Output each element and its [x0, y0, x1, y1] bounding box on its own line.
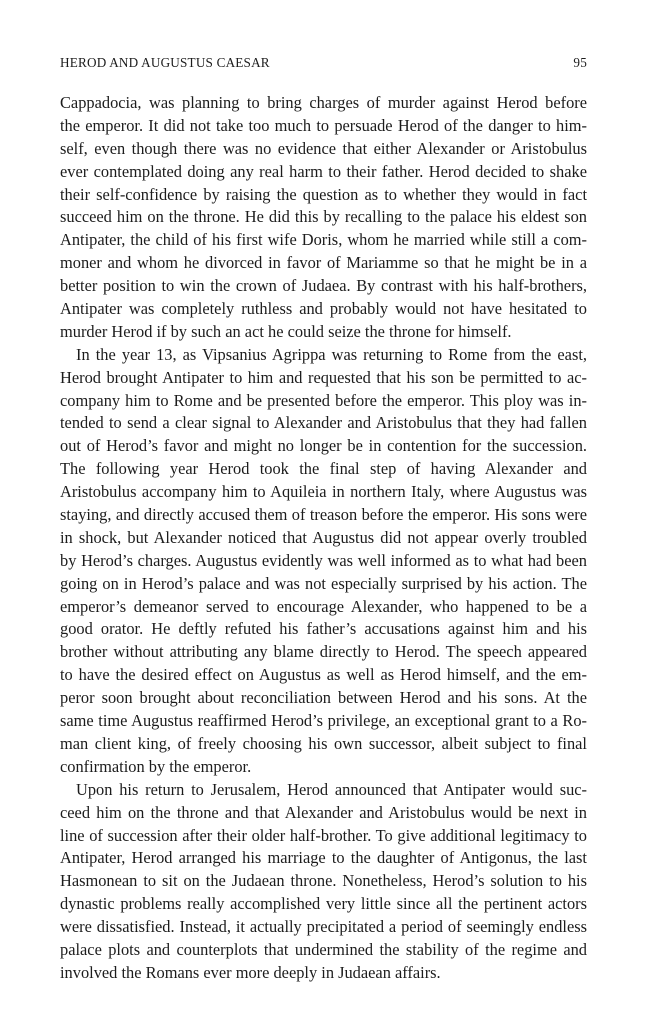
text-line: out of Herod’s favor and might no longer be in contention for the succession. [60, 436, 587, 456]
paragraph [60, 92, 587, 344]
text-line: palace plots and counterplots that undermined the stability of the regime and [60, 939, 587, 959]
text-line: the emperor. It did not take too much to persuade Herod of the danger to him- [60, 115, 587, 135]
paragraph [60, 779, 587, 985]
text-line: dynastic problems really accomplished very little since all the pertinent actors [60, 894, 587, 914]
text-line: Antipater was completely ruthless and probably would not have hesitated to [60, 299, 587, 319]
text-line: emperor’s demeanor served to encourage Alexander, who happened to be a [60, 596, 587, 616]
text-line: Upon his return to Jerusalem, Herod announced that Antipater would suc- [76, 779, 587, 799]
text-line: in shock, but Alexander noticed that Augustus did not appear overly troubled [60, 527, 587, 547]
text-line: moner and whom he divorced in favor of Mariamme so that he might be in a [60, 253, 587, 273]
text-line: succeed him on the throne. He did this by recalling to the palace his eldest son [60, 207, 587, 227]
text-line: involved the Romans ever more deeply in Judaean affairs. [60, 962, 441, 982]
text-line: confirmation by the emperor. [60, 756, 252, 776]
text-line: by Herod’s charges. Augustus evidently was well informed as to what had been [60, 550, 587, 570]
running-head [60, 55, 587, 71]
text-line: Antipater, Herod arranged his marriage to the daughter of Antigonus, the last [60, 848, 587, 868]
text-line: brother without attributing any blame directly to Herod. The speech appeared [60, 642, 587, 662]
text-line: In the year 13, as Vipsanius Agrippa was returning to Rome from the east, [76, 344, 587, 364]
text-line: ever contemplated doing any real harm to their father. Herod decided to shake [60, 161, 587, 181]
text-line: staying, and directly accused them of treason before the emperor. His sons were [60, 505, 587, 525]
paragraph [60, 344, 587, 779]
text-line: line of succession after their older half-brother. To give additional legitimacy to [60, 825, 587, 845]
text-line: tended to send a clear signal to Alexander and Aristobulus that they had fallen [60, 413, 587, 433]
text-line: Aristobulus accompany him to Aquileia in northern Italy, where Augustus was [60, 482, 587, 502]
text-line: man client king, of freely choosing his own successor, albeit subject to final [60, 733, 587, 753]
text-line: self, even though there was no evidence that either Alexander or Aristobulus [60, 138, 587, 158]
text-line: murder Herod if by such an act he could seize the throne for himself. [60, 321, 512, 341]
text-line: were dissatisfied. Instead, it actually precipitated a period of seemingly endless [60, 917, 587, 937]
text-line: Hasmonean to sit on the Judaean throne. Nonetheless, Herod’s solution to his [60, 871, 587, 891]
text-line: going on in Herod’s palace and was not especially surprised by his action. The [60, 573, 587, 593]
text-line: same time Augustus reaffirmed Herod’s privilege, an exceptional grant to a Ro- [60, 711, 587, 731]
text-line: Cappadocia, was planning to bring charges of murder against Herod before [60, 93, 587, 112]
text-line: their self-confidence by raising the question as to whether they would in fact [60, 184, 587, 204]
text-line: company him to Rome and be presented before the emperor. This ploy was in- [60, 390, 587, 410]
page-number: 95 [573, 55, 587, 70]
text-line: better position to win the crown of Judaea. By contrast with his half-brothers, [60, 276, 587, 296]
text-line: ceed him on the throne and that Alexander and Aristobulus would be next in [60, 802, 587, 822]
text-line: to have the desired effect on Augustus as well as Herod himself, and the em- [60, 665, 587, 685]
body-text [60, 92, 587, 985]
text-line: The following year Herod took the final step of having Alexander and [60, 459, 587, 479]
text-line: good orator. He deftly refuted his father’s accusations against him and his [60, 619, 587, 639]
running-head-title: HEROD AND AUGUSTUS CAESAR [60, 55, 270, 70]
text-line: peror soon brought about reconciliation between Herod and his sons. At the [60, 688, 587, 708]
text-line: Herod brought Antipater to him and requested that his son be permitted to ac- [60, 367, 587, 387]
text-line: Antipater, the child of his first wife Doris, whom he married while still a com- [60, 230, 587, 250]
